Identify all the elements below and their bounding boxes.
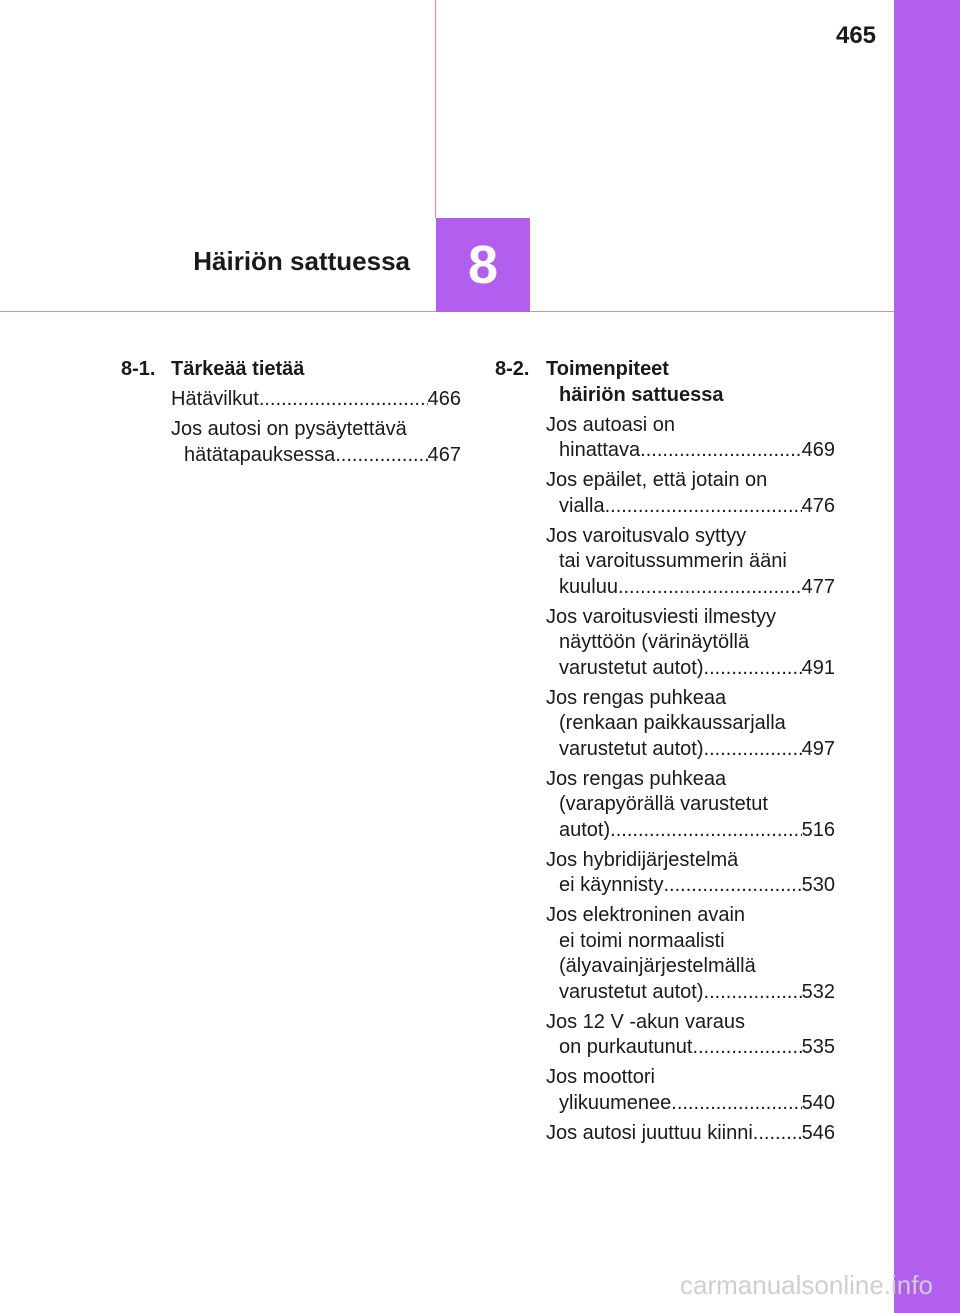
toc-entry-text: Jos autoasi on <box>546 413 675 436</box>
toc-entry[interactable] <box>546 468 835 519</box>
toc-page-number[interactable]: 469 <box>801 439 835 461</box>
toc-entry[interactable] <box>546 1010 835 1061</box>
toc-entry[interactable] <box>546 848 835 899</box>
toc-page-number[interactable]: 516 <box>801 818 835 841</box>
chapter-title: Häiriön sattuessa <box>193 246 410 276</box>
toc-entry-text: Jos rengas puhkeaa <box>546 767 727 790</box>
dot-leader <box>692 1035 801 1061</box>
toc-page-number[interactable]: 546 <box>801 1121 835 1144</box>
toc-entry[interactable] <box>546 524 835 601</box>
toc-entry-text: (älyavainjärjestelmällä <box>559 955 756 977</box>
toc-entry[interactable] <box>546 767 835 844</box>
toc-entry-text: on purkautunut <box>559 1036 693 1058</box>
toc-page-number[interactable]: 497 <box>801 737 835 760</box>
vertical-rule <box>435 0 436 218</box>
toc-entry[interactable] <box>546 1121 835 1147</box>
dot-leader <box>640 438 801 464</box>
toc-page-number[interactable]: 535 <box>801 1036 835 1058</box>
toc-page-number[interactable]: 491 <box>801 656 835 679</box>
toc-entry[interactable] <box>546 1065 835 1116</box>
toc-entry-text: Jos 12 V -akun varaus <box>546 1010 745 1033</box>
toc-entry-text: (varapyörällä varustetut <box>559 793 768 815</box>
section-title-line: Toimenpiteet <box>546 358 669 380</box>
toc-entry-text: Jos epäilet, että jotain on <box>546 469 768 491</box>
toc-entry-text: hinattava <box>559 439 641 461</box>
toc-section-8-2 <box>495 357 835 1146</box>
dot-leader <box>704 980 802 1006</box>
toc-entry-text: Jos varoitusviesti ilmestyy <box>546 605 777 628</box>
toc-entry[interactable] <box>546 686 835 763</box>
dot-leader <box>335 443 427 469</box>
toc-entry[interactable] <box>546 605 835 682</box>
toc-entry-text: vialla <box>559 494 605 517</box>
toc-entry-text: ylikuumenee <box>559 1091 672 1114</box>
toc-entry-text: autot) <box>559 818 611 841</box>
section-heading <box>495 357 835 408</box>
toc-entry-text: Jos hybridijärjestelmä <box>546 848 739 871</box>
dot-leader <box>753 1121 802 1147</box>
toc-page-number[interactable]: 532 <box>801 980 835 1003</box>
chapter-number-box: 8 <box>436 218 530 312</box>
toc-page-number[interactable]: 530 <box>801 874 835 896</box>
toc-entry-text: ei toimi normaalisti <box>559 929 725 952</box>
toc-entry-text: varustetut autot) <box>559 737 704 760</box>
toc-entry-text: Jos varoitusvalo syttyy <box>546 524 747 547</box>
dot-leader <box>259 387 428 413</box>
toc-entry-text: Jos rengas puhkeaa <box>546 686 727 709</box>
section-title-line: häiriön sattuessa <box>559 383 724 406</box>
toc-entry-text: Jos autosi on pysäytettävä <box>171 418 407 440</box>
toc-entry[interactable] <box>546 413 835 464</box>
dot-leader <box>664 873 802 899</box>
toc-entry[interactable] <box>171 387 461 413</box>
dot-leader <box>605 494 802 520</box>
section-number: 8-2. <box>495 358 530 380</box>
toc-page-number[interactable]: 540 <box>801 1091 835 1114</box>
toc-entry-text: Jos autosi juuttuu kiinni <box>546 1121 753 1144</box>
dot-leader <box>671 1091 801 1117</box>
toc-entry-text: (renkaan paikkaussarjalla <box>559 712 786 734</box>
page-number: 465 <box>835 22 877 49</box>
toc-entry-text: tai varoitussummerin ääni <box>559 550 787 572</box>
dot-leader <box>618 575 802 601</box>
dot-leader <box>610 818 801 844</box>
watermark: carmanualsonline.info <box>680 1270 933 1300</box>
section-heading <box>121 357 461 383</box>
dot-leader <box>704 656 802 682</box>
section-title-line: Tärkeää tietää <box>171 358 305 380</box>
toc-page-number[interactable]: 466 <box>427 388 461 410</box>
toc-entry-text: ei käynnisty <box>559 874 664 896</box>
toc-section-8-1 <box>121 357 461 468</box>
toc-entry-text: Hätävilkut <box>171 388 259 410</box>
toc-entry[interactable] <box>171 417 461 468</box>
toc-entry-text: varustetut autot) <box>559 980 704 1003</box>
toc-entry-text: näyttöön (värinäytöllä <box>559 631 750 653</box>
chapter-side-tab <box>894 0 960 1313</box>
toc-entry-text: kuuluu <box>559 575 618 598</box>
toc-page-number[interactable]: 467 <box>427 443 461 466</box>
toc-page-number[interactable]: 477 <box>801 575 835 598</box>
dot-leader <box>704 737 802 763</box>
toc-entry-text: hätätapauksessa <box>184 443 336 466</box>
toc-entry[interactable] <box>546 903 835 1005</box>
toc-entry-text: Jos moottori <box>546 1066 655 1088</box>
section-number: 8-1. <box>121 358 156 380</box>
toc-page-number[interactable]: 476 <box>801 494 835 517</box>
toc-entry-text: Jos elektroninen avain <box>546 904 746 926</box>
toc-entry-text: varustetut autot) <box>559 656 704 679</box>
